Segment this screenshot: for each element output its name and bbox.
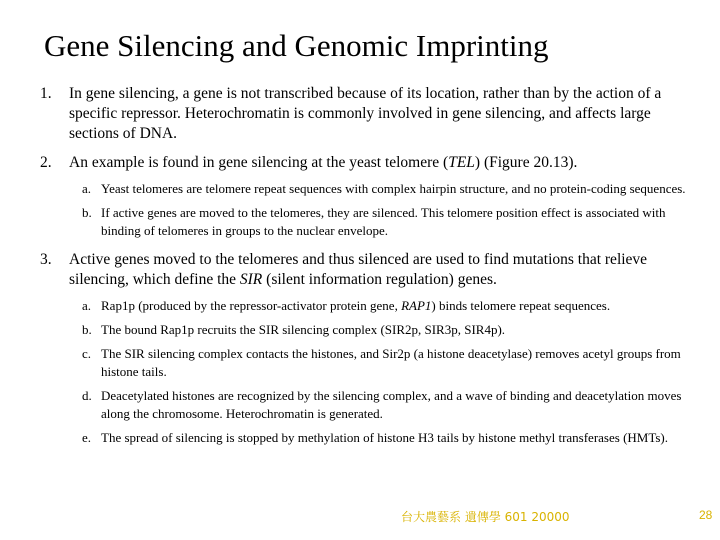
sub-item-text: Deacetylated histones are recognized by the silencing complex, and a wave of binding and deacetylation moves along the chromosome. Heterochromatin is generated. [101, 388, 682, 421]
slide-content [40, 84, 690, 453]
list-item-text: In gene silencing, a gene is not transcribed because of its location, rather than by the action of a specific repressor. Heterochromatin is commonly involved in gene silencing, and affects large sections of DNA. [69, 85, 662, 142]
sub-item-text: The SIR silencing complex contacts the histones, and Sir2p (a histone deacetylase) removes acetyl groups from histone tails. [101, 346, 681, 379]
sub-number: a. [82, 181, 92, 196]
list-item-text: Active genes moved to the telomeres and thus silenced are used to find mutations that relieve silencing, which define the SIR (silent information regulation) genes. [69, 251, 648, 288]
list-item-text: An example is found in gene silencing at the yeast telomere (TEL) (Figure 20.13). [69, 154, 578, 171]
sub-item-text: The bound Rap1p recruits the SIR silencing complex (SIR2p, SIR3p, SIR4p). [101, 322, 506, 337]
sub-number: b. [82, 205, 92, 220]
sub-item-2a [40, 180, 690, 198]
italic-term: RAP1 [401, 298, 432, 313]
list-item-1 [40, 84, 690, 144]
sub-item-3b [40, 321, 690, 339]
list-number: 1. [40, 85, 52, 102]
sub-item-text: If active genes are moved to the telomeres, they are silenced. This telomere position effect is associated with binding of telomeres in groups to the nuclear envelope. [101, 205, 666, 238]
list-number: 2. [40, 154, 52, 171]
sub-item-text: Rap1p (produced by the repressor-activator protein gene, RAP1) binds telomere repeat sequences. [101, 298, 611, 313]
sub-item-3e [40, 429, 690, 447]
sub-number: c. [82, 346, 92, 361]
sub-number: d. [82, 388, 92, 403]
list-number: 3. [40, 251, 52, 268]
sub-number: e. [82, 430, 92, 445]
italic-term: SIR [239, 271, 263, 288]
sub-number: b. [82, 322, 92, 337]
sub-item-text: The spread of silencing is stopped by methylation of histone H3 tails by histone methyl transferases (HMTs). [101, 430, 669, 445]
sub-item-2b [40, 204, 690, 240]
page-number: 28 [699, 508, 713, 522]
sub-item-3d [40, 387, 690, 423]
slide-title: Gene Silencing and Genomic Imprinting [44, 28, 549, 63]
sub-number: a. [82, 298, 92, 313]
footer-course-label: 台大農藝系 遺傳學 601 20000 [401, 510, 570, 524]
sub-item-3a [40, 297, 690, 315]
italic-term: TEL [448, 154, 475, 171]
sub-item-3c [40, 345, 690, 381]
list-item-3 [40, 250, 690, 290]
sub-item-text: Yeast telomeres are telomere repeat sequences with complex hairpin structure, and no protein-coding sequences. [101, 181, 686, 196]
list-item-2 [40, 153, 690, 173]
